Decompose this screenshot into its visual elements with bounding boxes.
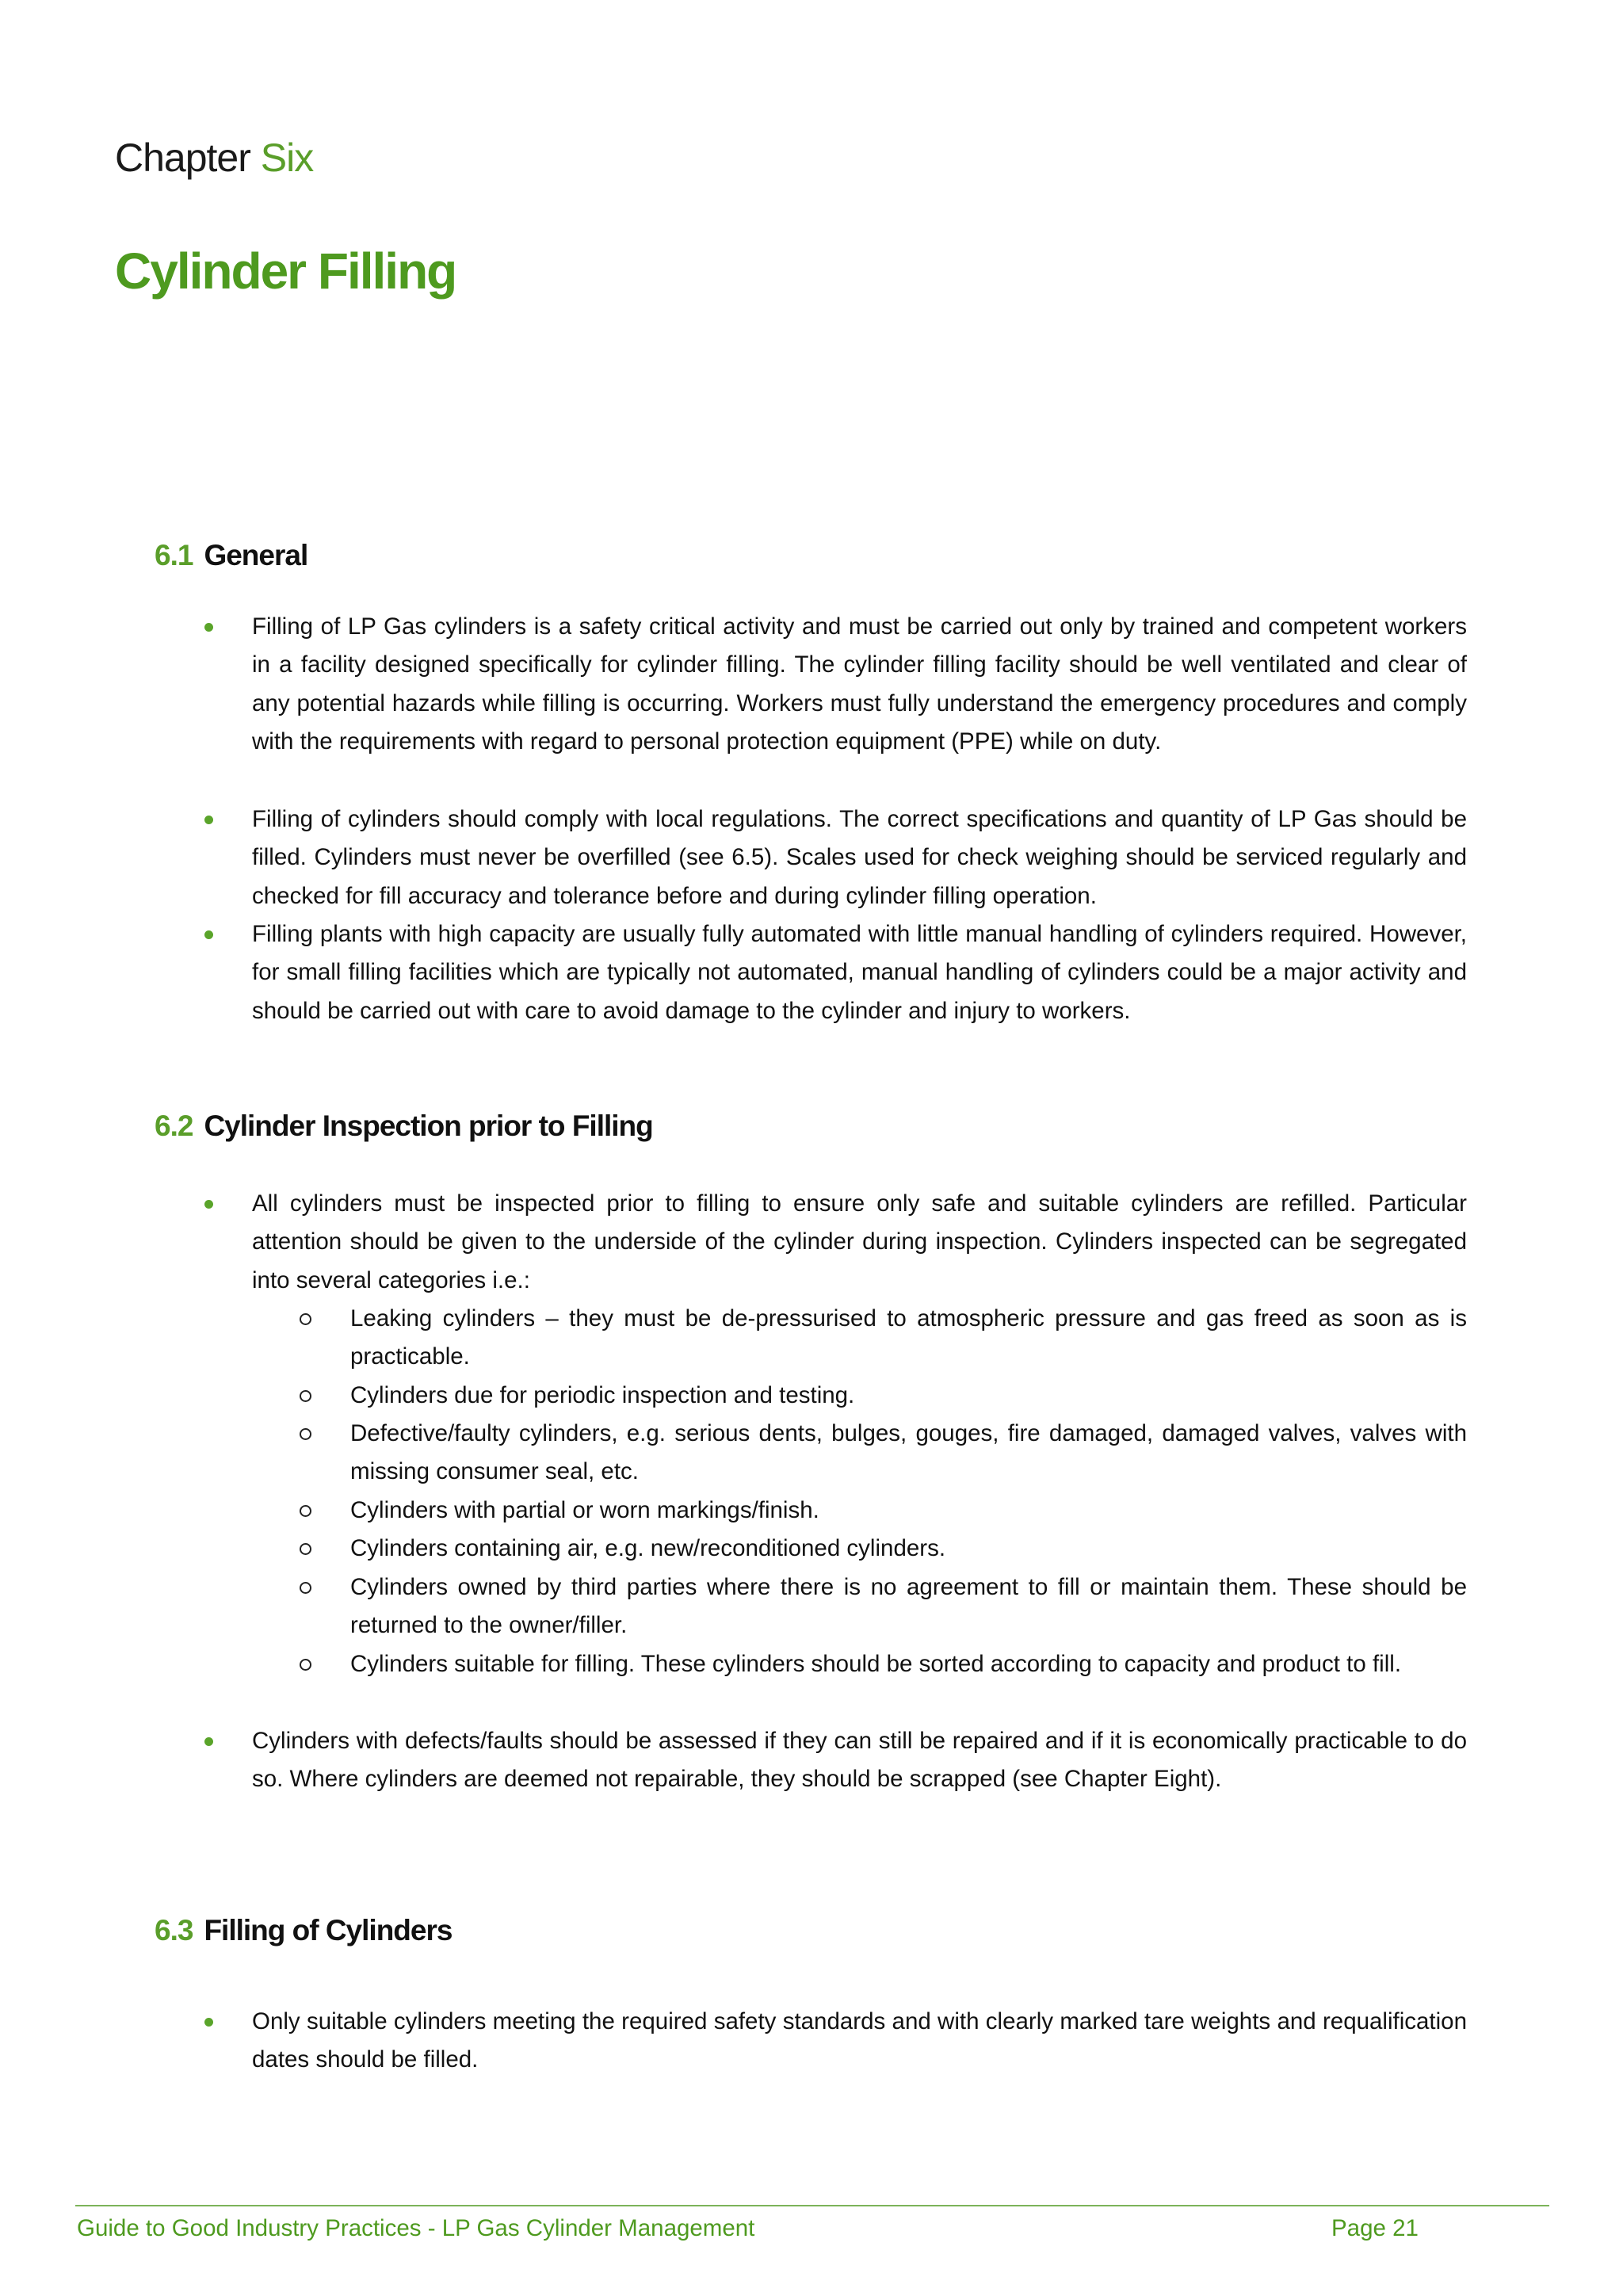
section-number: 6.1 [155, 539, 193, 571]
bullet-icon [204, 1737, 213, 1746]
sub-bullet-icon [300, 1543, 311, 1555]
bullet-icon [204, 930, 213, 939]
sub-list-item: Cylinders containing air, e.g. new/reconditioned cylinders. [350, 1535, 946, 1561]
section-number: 6.3 [155, 1914, 193, 1946]
footer-page-number: Page 21 [1331, 2215, 1419, 2241]
section-title: Filling of Cylinders [204, 1914, 453, 1946]
bullet-icon [204, 623, 213, 632]
sub-list-item: Cylinders with partial or worn markings/finish. [350, 1497, 819, 1523]
footer-document-title: Guide to Good Industry Practices - LP Gas Cylinder Management [77, 2215, 755, 2241]
bullet-paragraph: Cylinders with defects/faults should be assessed if they can still be repaired and if it is economically practicable to do so. Where cylinders are deemed not repairable, they should be scrapped (see Chapter Eight). [252, 1728, 1467, 1793]
sub-bullet-icon [300, 1428, 311, 1440]
section-heading-6-2 [155, 1110, 653, 1143]
sub-list-item: Leaking cylinders – they must be de-pressurised to atmospheric pressure and gas freed as soon as is practicable. [350, 1305, 1467, 1370]
chapter-title: Cylinder Filling [115, 243, 456, 300]
bullet-paragraph: Filling of cylinders should comply with local regulations. The correct specifications and quantity of LP Gas should be filled. Cylinders must never be overfilled (see 6.5). Scales used for check weighing should be serviced regularly and checked for fill accuracy and tolerance before and during cylinder filling operation. [252, 806, 1467, 909]
sub-bullet-icon [300, 1313, 311, 1325]
chapter-number: Six [260, 136, 314, 180]
section-number: 6.2 [155, 1110, 193, 1142]
bullet-icon [204, 2018, 213, 2027]
footer-divider [75, 2205, 1549, 2206]
section-title: General [204, 539, 308, 571]
bullet-paragraph: All cylinders must be inspected prior to filling to ensure only safe and suitable cylinders are refilled. Particular attention should be given to the underside of the cylinder during inspection. Cylinders inspected can be segregated into several categories i.e.: [252, 1190, 1467, 1293]
chapter-word: Chapter [115, 136, 250, 180]
sub-list-item: Defective/faulty cylinders, e.g. serious dents, bulges, gouges, fire damaged, damaged valves, valves with missing consumer seal, etc. [350, 1420, 1467, 1485]
sub-bullet-icon [300, 1659, 311, 1671]
bullet-paragraph: Only suitable cylinders meeting the required safety standards and with clearly marked tare weights and requalification dates should be filled. [252, 2008, 1467, 2073]
section-heading-6-1 [155, 539, 307, 572]
sub-list-item: Cylinders due for periodic inspection and testing. [350, 1382, 855, 1408]
section-heading-6-3 [155, 1914, 452, 1947]
sub-bullet-icon [300, 1390, 311, 1402]
bullet-icon [204, 816, 213, 824]
chapter-label [115, 135, 313, 181]
bullet-paragraph: Filling of LP Gas cylinders is a safety critical activity and must be carried out only by trained and competent workers in a facility designed specifically for cylinder filling. The cylinder filling facility should be well ventilated and clear of any potential hazards while filling is occurring. Workers must fully understand the emergency procedures and comply with the requirements with regard to personal protection equipment (PPE) while on duty. [252, 613, 1467, 755]
section-title: Cylinder Inspection prior to Filling [204, 1110, 653, 1142]
sub-list-item: Cylinders owned by third parties where there is no agreement to fill or maintain them. These should be returned to the owner/filler. [350, 1574, 1467, 1639]
sub-list-item: Cylinders suitable for filling. These cylinders should be sorted according to capacity and product to fill. [350, 1651, 1402, 1677]
bullet-icon [204, 1200, 213, 1209]
sub-bullet-icon [300, 1582, 311, 1594]
sub-bullet-icon [300, 1505, 311, 1517]
bullet-paragraph: Filling plants with high capacity are usually fully automated with little manual handling of cylinders required. However, for small filling facilities which are typically not automated, manual handling of cylinders could be a major activity and should be carried out with care to avoid damage to the cylinder and injury to workers. [252, 921, 1467, 1024]
